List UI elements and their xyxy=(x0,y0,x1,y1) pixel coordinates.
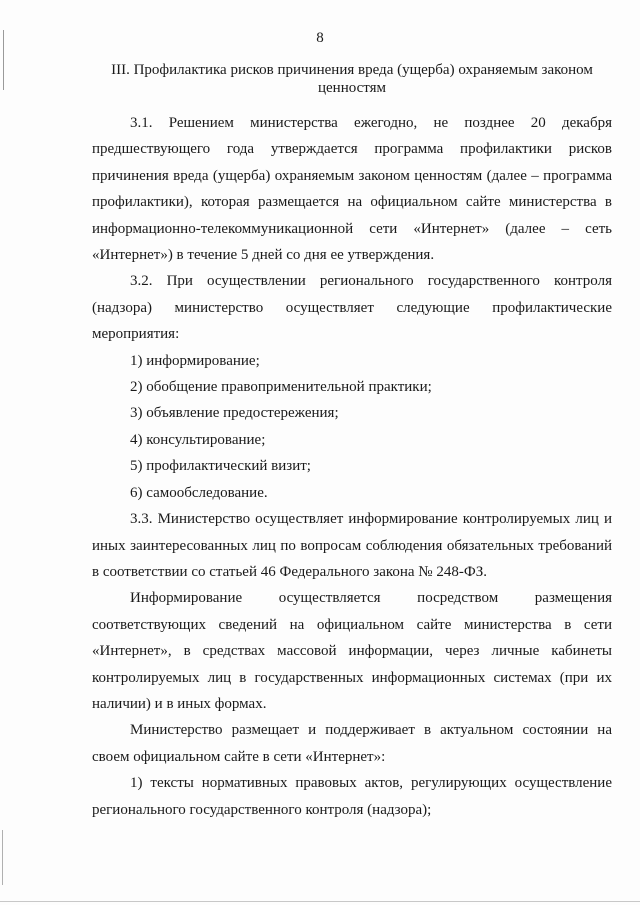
paragraph-informing: Информирование осуществляется посредством размещения соответствующих сведений на официальном сайте министерства в сети «Интернет», в средствах массовой информации, через личные кабинеты контролируемых лиц в государственных информационных системах (при их наличии) и в иных формах. xyxy=(92,590,612,712)
scan-edge-mark xyxy=(0,901,640,902)
paragraph-item-1: 1) тексты нормативных правовых актов, регулирующих осуществление регионального государственного контроля (надзора); xyxy=(92,775,612,818)
paragraph-ministry-posts: Министерство размещает и поддерживает в актуальном состоянии на своем официальном сайте в сети «Интернет»: xyxy=(92,722,612,765)
list-item: 4) консультирование; xyxy=(130,431,266,448)
page-number: 8 xyxy=(316,30,324,46)
section-heading: III. Профилактика рисков причинения вреда (ущерба) охраняемым законом ценностям xyxy=(111,62,593,96)
list-item: 6) самообследование. xyxy=(130,484,268,501)
document-body xyxy=(92,110,612,823)
list-item: 1) информирование; xyxy=(130,352,260,369)
list-item: 5) профилактический визит; xyxy=(130,458,311,475)
paragraph-3-1: 3.1. Решением министерства ежегодно, не позднее 20 декабря предшествующего года утверждается программа профилактики рисков причинения вреда (ущерба) охраняемым законом ценностям (далее – программа профилактики), которая размещается на официальном сайте министерства в информационно-телекоммуникационной сети «Интернет» (далее – сеть «Интернет») в течение 5 дней со дня ее утверждения. xyxy=(92,115,612,264)
paragraph-3-3: 3.3. Министерство осуществляет информирование контролируемых лиц и иных заинтересованных лиц по вопросам соблюдения обязательных требований в соответствии со статьей 46 Федерального закона № 248-ФЗ. xyxy=(92,511,612,580)
list-item: 2) обобщение правоприменительной практики; xyxy=(130,379,432,396)
scan-edge-mark xyxy=(2,830,3,885)
list-item: 3) объявление предостережения; xyxy=(130,405,339,422)
paragraph-3-2: 3.2. При осуществлении регионального государственного контроля (надзора) министерство осуществляет следующие профилактические мероприятия: xyxy=(92,273,612,343)
